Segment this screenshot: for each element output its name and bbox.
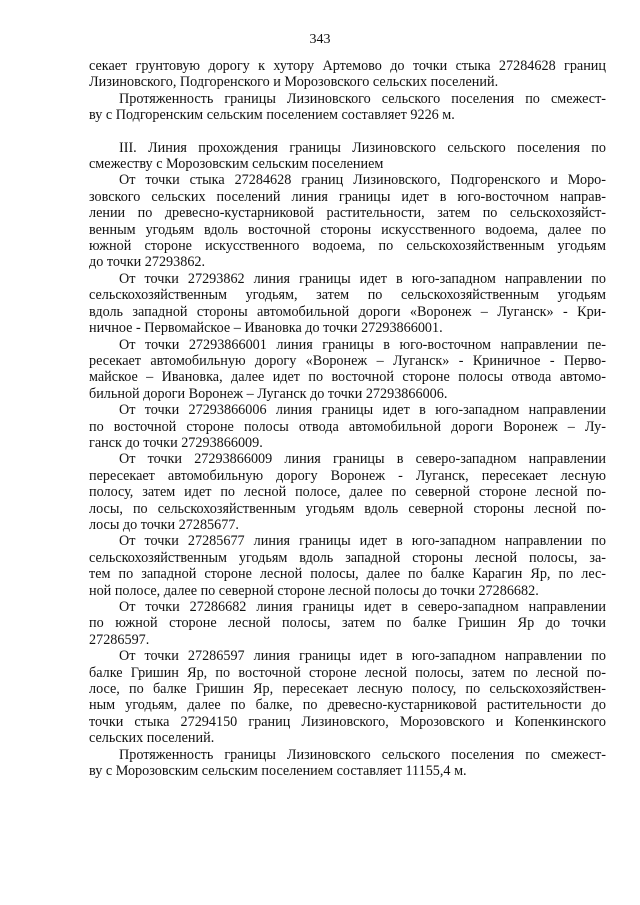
paragraph-point-27286597: [89, 648, 606, 746]
text-line: Лизиновского, Подгоренского и Морозовского сельских поселений.: [89, 74, 499, 91]
text-line: ресекает автомобильную дорогу «Воронеж – Луганск» - Криничное - Перво-: [89, 352, 606, 369]
text-line: От точки стыка 27284628 границ Лизиновского, Подгоренского и Моро-: [119, 172, 606, 189]
paragraph-continuation: [89, 58, 606, 91]
text-line: От точки 27285677 линия границы идет в юго-западном направлении по: [119, 533, 606, 550]
text-line: зовского сельских поселений линия границы идет в юго-восточном направ-: [89, 188, 606, 205]
text-line: полосу, затем идет по лесной полосе, далее по северной стороне лесной по-: [89, 484, 606, 501]
paragraph-length-morozovsky: [89, 747, 606, 780]
text-line: смежеству с Морозовским сельским поселением: [89, 156, 384, 173]
text-line: 27286597.: [89, 631, 150, 648]
text-line: бильной дороги Воронеж – Луганск до точки 27293866006.: [89, 385, 448, 402]
page-number: 343: [309, 32, 331, 47]
text-line: по южной стороне лесной полосы, затем по балке Гришин Яр до точки: [89, 615, 606, 632]
paragraph-point-27293866009: [89, 451, 606, 533]
text-line: Протяженность границы Лизиновского сельского поселения по смежест-: [119, 90, 606, 107]
paragraph-point-27293866001: [89, 337, 606, 403]
text-line: лосы до точки 27285677.: [89, 516, 239, 533]
text-line: тем по западной стороне лесной полосы, далее по балке Карагин Яр, по лес-: [89, 566, 606, 583]
text-line: ганск до точки 27293866009.: [89, 434, 263, 451]
paragraph-point-27293866006: [89, 402, 606, 451]
text-line: ным угодьям, далее по балке, по древесно-кустарниковой растительности до: [89, 697, 606, 714]
text-line: ву с Подгоренским сельским поселением составляет 9226 м.: [89, 107, 455, 124]
text-line: пересекает автомобильную дорогу Воронеж - Луганск, пересекает лесную: [89, 467, 606, 484]
section-heading: [89, 140, 606, 173]
text-line: сельскохозяйственным угодьям, затем по сельскохозяйственным угодьям: [89, 287, 606, 304]
text-line: венным угодьям вдоль восточной стороны искусственного водоема, далее по: [89, 221, 606, 238]
text-line: III. Линия прохождения границы Лизиновского сельского поселения по: [119, 139, 606, 156]
text-line: От точки 27286597 линия границы идет в юго-западном направлении по: [119, 648, 606, 665]
paragraph-length-podgorensky: [89, 91, 606, 124]
paragraph-point-27285677: [89, 533, 606, 599]
text-line: ничное - Первомайское – Ивановка до точки 27293866001.: [89, 320, 443, 337]
text-line: лении по древесно-кустарниковой растительности, затем по сельскохозяйст-: [89, 205, 606, 222]
text-line: до точки 27293862.: [89, 254, 206, 271]
paragraph-point-27284628: [89, 172, 606, 270]
text-line: майское – Ивановка, далее идет по восточной стороне полосы отвода автомо-: [89, 369, 606, 386]
text-line: Протяженность границы Лизиновского сельского поселения по смежест-: [119, 746, 606, 763]
text-line: От точки 27293866001 линия границы в юго-восточном направлении пе-: [119, 336, 606, 353]
text-line: лосе, по балке Гришин Яр, пересекает лесную полосу, по сельскохозяйствен-: [89, 681, 606, 698]
text-line: ву с Морозовским сельским поселением составляет 11155,4 м.: [89, 763, 467, 780]
text-line: ной полосе, далее по северной стороне лесной полосы до точки 27286682.: [89, 582, 539, 599]
paragraph-point-27286682: [89, 599, 606, 648]
document-body: [89, 58, 606, 779]
text-line: От точки 27293866006 линия границы идет в юго-западном направлении: [119, 402, 606, 419]
text-line: сельскохозяйственным угодьям вдоль западной стороны лесной полосы, за-: [89, 549, 606, 566]
text-line: От точки 27293866009 линия границы в северо-западном направлении: [119, 451, 606, 468]
text-line: От точки 27293862 линия границы идет в юго-западном направлении по: [119, 270, 606, 287]
paragraph-point-27293862: [89, 271, 606, 337]
text-line: лосы, по сельскохозяйственным угодьям вдоль северной стороны лесной по-: [89, 500, 606, 517]
text-line: по восточной стороне полосы отвода автомобильной дороги Воронеж – Лу-: [89, 418, 606, 435]
text-line: вдоль западной стороны автомобильной дороги «Воронеж – Луганск» - Кри-: [89, 303, 606, 320]
text-line: балке Гришин Яр, по восточной стороне лесной полосы, затем по лесной по-: [89, 664, 606, 681]
text-line: От точки 27286682 линия границы идет в северо-западном направлении: [119, 599, 606, 615]
text-line: южной стороне искусственного водоема, по сельскохозяйственным угодьям: [89, 238, 606, 255]
text-line: секает грунтовую дорогу к хутору Артемово до точки стыка 27284628 границ: [89, 58, 606, 74]
text-line: сельских поселений.: [89, 730, 215, 747]
text-line: точки стыка 27294150 границ Лизиновского, Морозовского и Копенкинского: [89, 713, 606, 730]
